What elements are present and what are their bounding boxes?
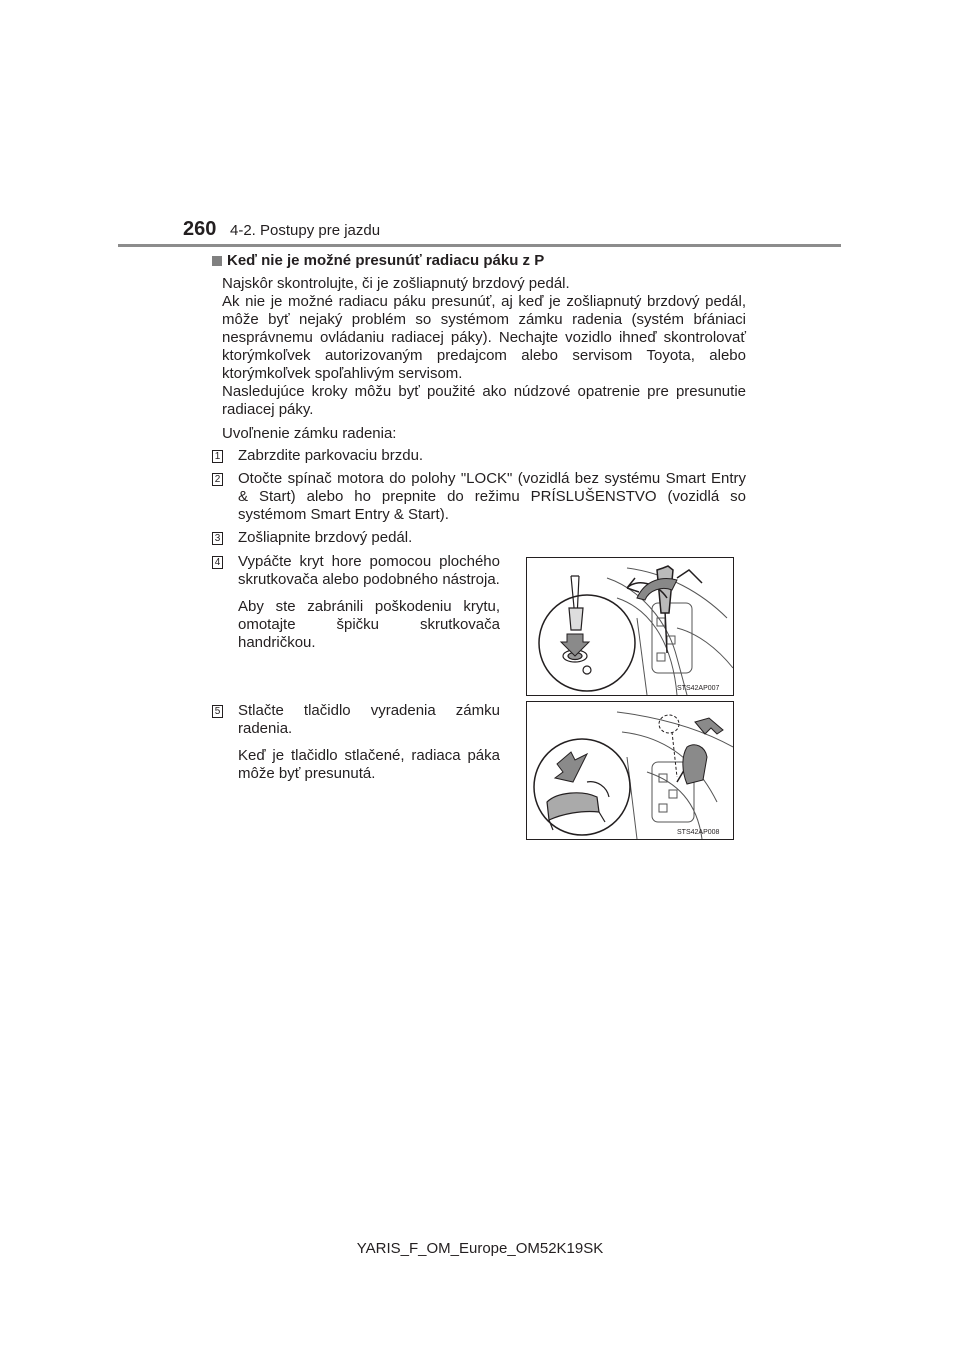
figure-code: STS42AP007 <box>677 685 720 692</box>
step-3 <box>212 529 746 547</box>
shift-lock-illustration <box>527 702 733 839</box>
step-number-badge: 3 <box>212 532 223 545</box>
footer-doc-id: YARIS_F_OM_Europe_OM52K19SK <box>356 1240 604 1257</box>
paragraph-emergency: Nasledujúce kroky môžu byť použité ako núdzové opatrenie pre presunutie radiacej páky. <box>222 383 746 418</box>
heading-text: Keď nie je možné presunúť radiacu páku z P <box>227 252 545 269</box>
paragraph-check: Najskôr skontrolujte, či je zošliapnutý brzdový pedál. <box>222 275 570 292</box>
step-text: Zabrzdite parkovaciu brzdu. <box>238 447 424 464</box>
step-note: Aby ste zabránili poškodeniu krytu, omotajte špičku skrutkovača handričkou. <box>238 598 500 651</box>
header-rule <box>118 244 841 247</box>
step-text: Vypáčte kryt hore pomocou plochého skrutkovača alebo podobného nástroja. <box>238 553 500 588</box>
step-note: Keď je tlačidlo stlačené, radiaca páka môže byť presunutá. <box>238 747 500 782</box>
figure-pry-cover <box>526 557 734 696</box>
heading <box>212 252 746 270</box>
pry-cover-illustration <box>527 558 733 695</box>
step-text: Zošliapnite brzdový pedál. <box>238 529 413 546</box>
step-1 <box>212 447 746 465</box>
step-text: Otočte spínač motora do polohy "LOCK" (vozidlá bez systému Smart Entry & Start) alebo ho prepnite do režimu PRÍSLUŠENSTVO (vozidlá so systémom Smart Entry & Start). <box>238 470 746 523</box>
step-text: Stlačte tlačidlo vyradenia zámku radenia. <box>238 702 500 737</box>
section-title: 4-2. Postupy pre jazdu <box>230 222 381 239</box>
step-number-badge: 2 <box>212 473 223 486</box>
step-number-badge: 5 <box>212 705 223 718</box>
figure-shift-lock-release <box>526 701 734 840</box>
lead-text: Uvoľnenie zámku radenia: <box>222 425 397 442</box>
step-number-badge: 1 <box>212 450 223 463</box>
step-number-badge: 4 <box>212 556 223 569</box>
heading-bullet-icon <box>212 256 222 266</box>
step-4 <box>212 553 500 652</box>
step-5 <box>212 702 500 783</box>
figure-code: STS42AP008 <box>677 829 720 836</box>
page-number: 260 <box>183 218 217 240</box>
paragraph-problem: Ak nie je možné radiacu páku presunúť, aj keď je zošliapnutý brzdový pedál, môže byť nejaký problém so systémom zámku radenia (systém bŕániaci nesprávnemu ovládaniu radiacej páky). Nechajte vozidlo ihneď skontrolovať ktorýmkoľvek autorizovaným predajcom alebo servisom Toyota, alebo ktorýmkoľvek spoľahlivým servisom. <box>222 293 746 382</box>
step-2 <box>212 470 746 524</box>
